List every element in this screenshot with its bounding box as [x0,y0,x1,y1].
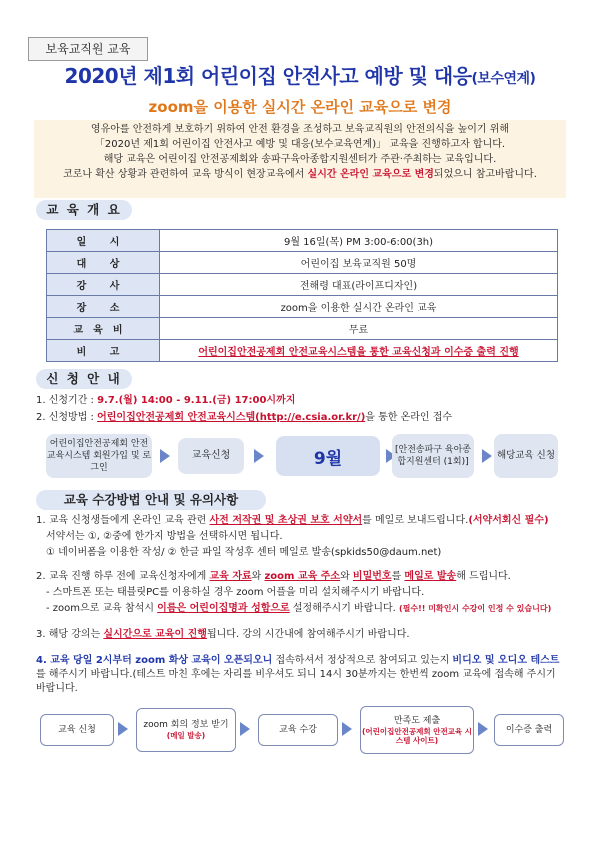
table-row [47,296,558,318]
flow-step-center: [안전송파구 육아종합지원센터 (1회)] [392,434,474,478]
row-label: 교육비 [47,318,160,340]
intro-line: 영유아를 안전하게 보호하기 위하여 안전 환경을 조성하고 보육교직원의 안전의식을 높이기 위해 [90,124,510,135]
guide-item-2-sub: - zoom으로 교육 참석시 이름은 어린이집명과 성함으로 설정해주시기 바랍니다. (필수!! 미확인시 수강이 인정 수 있습니다) [46,603,552,614]
table-row [47,340,558,362]
flow2-step-survey: 만족도 제출 (어린이집안전공제회 안전교육 시스템 사이트) [360,706,474,754]
flow2-step-attend: 교육 수강 [258,714,338,746]
apply-method: 2. 신청방법 : 어린이집안전공제회 안전교육시스템(http://e.csia.or.kr/)을 통한 온라인 접수 [36,412,453,423]
page-title: 2020년 제1회 어린이집 안전사고 예방 및 대응(보수연계) [64,64,536,88]
row-value: 전해령 대표(라이프디자인) [160,274,558,296]
intro-line: 해당 교육은 어린이집 안전공제회와 송파구육아종합지원센터가 주관·주최하는 교육입니다. [103,154,497,165]
guide-item-2: 2. 교육 진행 하루 전에 교육신청자에게 교육 자료와 zoom 교육 주소와 비밀번호를 메일로 발송해 드립니다. [36,571,511,582]
guide-item-3: 3. 해당 강의는 실시간으로 교육이 진행됩니다. 강의 시간내에 참여해주시기 바랍니다. [36,629,410,640]
row-value: 무료 [160,318,558,340]
intro-box [34,120,566,198]
table-row [47,252,558,274]
flow-step-month: 9월 [276,436,380,476]
guide-heading: 교육 수강방법 안내 및 유의사항 [36,490,266,510]
flow2-step-certificate: 이수증 출력 [494,714,564,746]
arrow-icon [254,449,264,463]
flow-step-apply: 교육신청 [178,438,244,474]
site-link[interactable]: 어린이집안전공제회 안전교육시스템(http://e.csia.or.kr/) [97,412,366,423]
intro-line: 「2020년 제1회 어린이집 안전사고 예방 및 대응(보수교육연계)」 교육을 진행하고자 합니다. [94,139,506,150]
row-value: 어린이집안전공제회 안전교육시스템을 통한 교육신청과 이수증 출력 진행 [160,340,558,362]
row-label: 비 고 [47,340,160,362]
page-subtitle: zoom을 이용한 실시간 온라인 교육으로 변경 [148,98,452,116]
row-value: zoom을 이용한 실시간 온라인 교육 [160,296,558,318]
flow-step-request: 해당교육 신청 [494,434,558,478]
guide-item-1: 1. 교육 신청생들에게 온라인 교육 관련 사전 저작권 및 초상권 보호 서약서를 메일로 보내드립니다.(서약서회신 필수) [36,515,549,526]
arrow-icon [342,722,352,736]
overview-heading: 교 육 개 요 [36,200,132,220]
row-label: 대 상 [47,252,160,274]
row-value: 어린이집 보육교직원 50명 [160,252,558,274]
apply-heading: 신 청 안 내 [36,369,132,389]
table-row [47,274,558,296]
guide-item-1-sub: 서약서는 ①, ②중에 한가지 방법을 선택하시면 됩니다. [46,531,283,542]
arrow-icon [160,449,170,463]
table-row [47,230,558,252]
arrow-icon [478,722,488,736]
guide-item-4: 4. 교육 당일 2시부터 zoom 화상 교육이 오픈되오니 접속하셔서 정상적으로 참여되고 있는지 비디오 및 오디오 테스트를 해주시기 바랍니다.(테스트 마친 후에는 자리를 비우셔도 되니 14시 30분까지는 한번씩 zoom 교육에 접속해 주시기 바랍니다. [36,655,560,694]
flow-step-signup: 어린이집안전공제회 안전교육시스템 회원가입 및 로그인 [46,434,152,478]
guide-item-2-sub: - 스마트폰 또는 태블릿PC를 이용하실 경우 zoom 어플을 미리 설치해주시기 바랍니다. [46,587,425,598]
table-row [47,318,558,340]
guide-item-1-sub: ① 네이버폼을 이용한 작성/ ② 한글 파일 작성후 센터 메일로 발송(spkids50@daum.net) [46,547,442,558]
category-badge: 보육교직원 교육 [28,37,148,61]
row-label: 장 소 [47,296,160,318]
arrow-icon [482,449,492,463]
row-value: 9월 16일(목) PM 3:00-6:00(3h) [160,230,558,252]
overview-table [46,229,558,362]
row-label: 일 시 [47,230,160,252]
apply-period: 1. 신청기간 : 9.7.(월) 14:00 - 9.11.(금) 17:00시까지 [36,395,296,406]
arrow-icon [118,722,128,736]
intro-line: 코로나 확산 상황과 관련하여 교육 방식이 현장교육에서 실시간 온라인 교육으로 변경되었으니 참고바랍니다. [63,169,537,180]
row-label: 강 사 [47,274,160,296]
flow2-step-apply: 교육 신청 [40,714,114,746]
arrow-icon [240,722,250,736]
flow2-step-zoom: zoom 회의 정보 받기 (메일 발송) [136,708,236,752]
